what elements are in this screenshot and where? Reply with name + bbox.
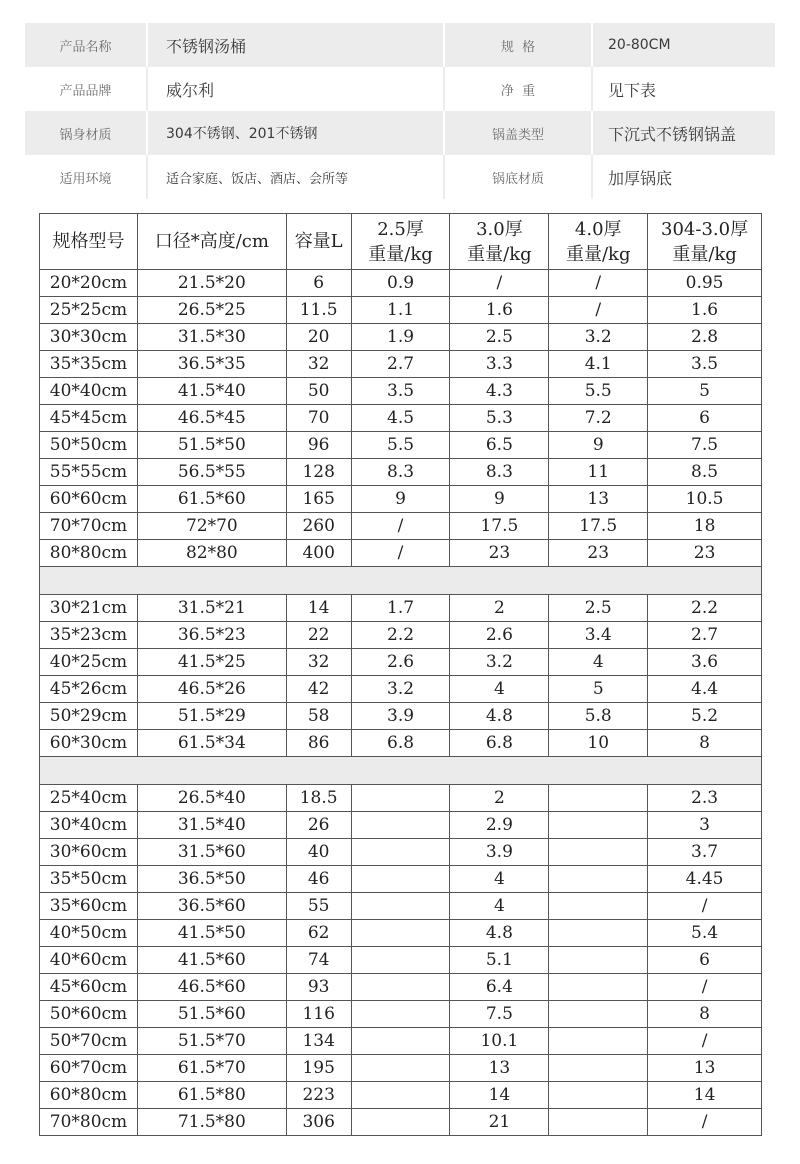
table-cell: 6 (286, 270, 351, 297)
table-row (40, 540, 762, 567)
table-cell (351, 1109, 450, 1136)
table-row (40, 432, 762, 459)
table-row (40, 1109, 762, 1136)
table-cell (351, 920, 450, 947)
info-label-text: 规 格 (500, 39, 536, 55)
table-cell: 1.1 (351, 297, 450, 324)
table-cell: 4.45 (648, 866, 762, 893)
table-cell (351, 812, 450, 839)
table-cell (351, 1055, 450, 1082)
group-separator (40, 757, 762, 785)
table-cell: 26 (286, 812, 351, 839)
info-label-text: 产品品牌 (59, 83, 112, 99)
header-weight-4-0 (549, 214, 648, 270)
table-cell (549, 866, 648, 893)
table-cell: 22 (286, 622, 351, 649)
header-model: 规格型号 (40, 214, 138, 270)
table-cell: 46 (286, 866, 351, 893)
table-row (40, 297, 762, 324)
table-cell (549, 947, 648, 974)
table-cell: 55 (286, 893, 351, 920)
table-cell: 5.3 (450, 405, 549, 432)
table-cell: 51.5*60 (137, 1001, 286, 1028)
table-cell (549, 893, 648, 920)
table-cell: 13 (549, 486, 648, 513)
table-cell: 2.6 (351, 649, 450, 676)
table-row (40, 812, 762, 839)
table-cell: / (549, 297, 648, 324)
table-cell: / (450, 270, 549, 297)
info-value (146, 155, 443, 199)
table-cell: 3.4 (549, 622, 648, 649)
table-cell: 46.5*26 (137, 676, 286, 703)
table-cell (351, 1001, 450, 1028)
table-cell: 41.5*40 (137, 378, 286, 405)
info-label-text: 适用环境 (59, 171, 112, 187)
table-cell: 2 (450, 785, 549, 812)
table-cell: 8.5 (648, 459, 762, 486)
table-cell: 72*70 (137, 513, 286, 540)
table-cell: 51.5*29 (137, 703, 286, 730)
table-cell: 9 (450, 486, 549, 513)
table-cell: 26.5*40 (137, 785, 286, 812)
table-cell: 6 (648, 947, 762, 974)
group-separator-row (40, 567, 762, 595)
table-cell: 6.4 (450, 974, 549, 1001)
table-cell: 35*60cm (40, 893, 138, 920)
table-cell: 2.5 (549, 595, 648, 622)
table-cell: 56.5*55 (137, 459, 286, 486)
table-cell: 4.3 (450, 378, 549, 405)
table-cell: 61.5*60 (137, 486, 286, 513)
info-value (146, 111, 443, 155)
table-cell: 3.2 (351, 676, 450, 703)
table-cell: 21 (450, 1109, 549, 1136)
table-cell: 2.2 (648, 595, 762, 622)
table-cell: 10.5 (648, 486, 762, 513)
table-cell: 17.5 (549, 513, 648, 540)
info-row (25, 155, 775, 199)
table-cell: 51.5*70 (137, 1028, 286, 1055)
table-cell: 6.5 (450, 432, 549, 459)
table-cell: 7.2 (549, 405, 648, 432)
table-cell: 3.5 (648, 351, 762, 378)
header-weight-304 (648, 214, 762, 270)
table-row (40, 866, 762, 893)
table-cell: 18 (648, 513, 762, 540)
table-cell: / (351, 513, 450, 540)
table-cell (351, 893, 450, 920)
table-cell: 7.5 (648, 432, 762, 459)
table-row (40, 595, 762, 622)
table-cell: 42 (286, 676, 351, 703)
table-cell: 40*60cm (40, 947, 138, 974)
table-cell: 7.5 (450, 1001, 549, 1028)
table-cell: / (648, 893, 762, 920)
table-cell: 23 (549, 540, 648, 567)
info-label (443, 23, 591, 67)
table-cell: 60*60cm (40, 486, 138, 513)
table-cell: 50*60cm (40, 1001, 138, 1028)
table-cell: 4.1 (549, 351, 648, 378)
table-cell: 3.7 (648, 839, 762, 866)
table-cell: 17.5 (450, 513, 549, 540)
table-cell: 5.5 (351, 432, 450, 459)
table-cell: 8.3 (351, 459, 450, 486)
table-cell: 58 (286, 703, 351, 730)
table-cell (549, 1082, 648, 1109)
table-cell: 50 (286, 378, 351, 405)
spec-table-body (40, 270, 762, 1136)
table-cell (549, 785, 648, 812)
table-cell: 40 (286, 839, 351, 866)
table-cell: 2.7 (351, 351, 450, 378)
table-cell: 5.1 (450, 947, 549, 974)
table-cell: 74 (286, 947, 351, 974)
table-cell: 2.9 (450, 812, 549, 839)
table-cell: 46.5*45 (137, 405, 286, 432)
table-cell: 9 (351, 486, 450, 513)
table-cell: 11.5 (286, 297, 351, 324)
table-cell: 25*40cm (40, 785, 138, 812)
table-cell: 4.8 (450, 703, 549, 730)
table-cell: 36.5*35 (137, 351, 286, 378)
table-cell: 31.5*21 (137, 595, 286, 622)
table-row (40, 270, 762, 297)
table-cell: 1.6 (648, 297, 762, 324)
info-label (25, 111, 146, 155)
table-cell: 14 (286, 595, 351, 622)
table-cell: 2.5 (450, 324, 549, 351)
table-cell: 45*26cm (40, 676, 138, 703)
info-label (443, 67, 591, 111)
info-label-text: 锅底材质 (491, 171, 544, 187)
table-cell: 35*23cm (40, 622, 138, 649)
table-cell (549, 839, 648, 866)
table-cell: 70*80cm (40, 1109, 138, 1136)
table-cell: 50*50cm (40, 432, 138, 459)
table-cell: 2.6 (450, 622, 549, 649)
info-label (443, 155, 591, 199)
table-cell: 50*70cm (40, 1028, 138, 1055)
table-cell: 3.3 (450, 351, 549, 378)
table-cell: 35*35cm (40, 351, 138, 378)
table-cell: 82*80 (137, 540, 286, 567)
table-row (40, 1028, 762, 1055)
table-cell: 8 (648, 730, 762, 757)
table-cell: 50*29cm (40, 703, 138, 730)
header-capacity: 容量L (286, 214, 351, 270)
table-cell: 0.95 (648, 270, 762, 297)
table-cell: 32 (286, 351, 351, 378)
info-value (146, 23, 443, 67)
table-cell: 8.3 (450, 459, 549, 486)
table-cell: 4 (450, 866, 549, 893)
table-cell: 46.5*60 (137, 974, 286, 1001)
table-cell: 5.5 (549, 378, 648, 405)
header-line: 3.0厚 (476, 218, 523, 240)
table-cell: 5.2 (648, 703, 762, 730)
info-value-text: 304不锈钢、201不锈钢 (166, 126, 318, 142)
table-cell: 40*50cm (40, 920, 138, 947)
table-cell: 51.5*50 (137, 432, 286, 459)
info-label (25, 23, 146, 67)
table-cell: 36.5*50 (137, 866, 286, 893)
table-row (40, 920, 762, 947)
table-cell: 14 (450, 1082, 549, 1109)
table-cell: 41.5*50 (137, 920, 286, 947)
table-cell: 60*70cm (40, 1055, 138, 1082)
table-cell (351, 785, 450, 812)
table-cell: 26.5*25 (137, 297, 286, 324)
table-row (40, 839, 762, 866)
table-cell: 6.8 (351, 730, 450, 757)
table-row (40, 459, 762, 486)
header-line: 304-3.0厚 (661, 218, 749, 240)
table-cell: 32 (286, 649, 351, 676)
table-row (40, 351, 762, 378)
info-value-text: 20-80CM (608, 37, 671, 53)
table-row (40, 703, 762, 730)
table-cell: 9 (549, 432, 648, 459)
header-line: 重量/kg (368, 243, 433, 265)
table-cell: 6 (648, 405, 762, 432)
table-cell: 4.8 (450, 920, 549, 947)
table-header-row (40, 214, 762, 270)
table-row (40, 676, 762, 703)
table-cell: 31.5*60 (137, 839, 286, 866)
table-cell: / (549, 270, 648, 297)
table-cell: 165 (286, 486, 351, 513)
table-cell: 5.4 (648, 920, 762, 947)
table-cell: 40*40cm (40, 378, 138, 405)
table-cell (549, 1028, 648, 1055)
table-row (40, 622, 762, 649)
table-row (40, 378, 762, 405)
table-cell: 93 (286, 974, 351, 1001)
table-row (40, 730, 762, 757)
info-label (443, 111, 591, 155)
header-size: 口径*高度/cm (137, 214, 286, 270)
table-cell: 306 (286, 1109, 351, 1136)
table-cell: 260 (286, 513, 351, 540)
table-cell (549, 974, 648, 1001)
header-line: 2.5厚 (377, 218, 424, 240)
table-cell: 11 (549, 459, 648, 486)
info-value-text: 加厚锅底 (608, 168, 673, 188)
table-row (40, 649, 762, 676)
table-cell: 3.5 (351, 378, 450, 405)
table-cell (351, 1028, 450, 1055)
table-cell: 116 (286, 1001, 351, 1028)
table-cell: / (648, 974, 762, 1001)
table-row (40, 405, 762, 432)
info-value-text: 见下表 (608, 80, 657, 100)
table-row (40, 974, 762, 1001)
table-row (40, 893, 762, 920)
table-cell: 62 (286, 920, 351, 947)
table-cell: 45*45cm (40, 405, 138, 432)
table-cell: 96 (286, 432, 351, 459)
spec-table (39, 213, 762, 1136)
table-cell: 35*50cm (40, 866, 138, 893)
table-cell (351, 974, 450, 1001)
table-cell: 41.5*60 (137, 947, 286, 974)
table-cell: 3.2 (450, 649, 549, 676)
table-cell: 2.3 (648, 785, 762, 812)
table-cell: 10 (549, 730, 648, 757)
table-cell (549, 1055, 648, 1082)
header-line: 重量/kg (565, 243, 631, 265)
table-cell: 20 (286, 324, 351, 351)
info-row (25, 67, 775, 111)
table-row (40, 1082, 762, 1109)
info-row (25, 23, 775, 67)
table-cell: 25*25cm (40, 297, 138, 324)
table-cell: 41.5*25 (137, 649, 286, 676)
info-label-text: 净 重 (500, 83, 536, 99)
header-weight-2-5 (351, 214, 450, 270)
table-cell: 31.5*30 (137, 324, 286, 351)
table-row (40, 513, 762, 540)
table-cell: 8 (648, 1001, 762, 1028)
info-value (591, 155, 775, 199)
table-cell: 61.5*34 (137, 730, 286, 757)
table-cell: 3.6 (648, 649, 762, 676)
info-value-text: 不锈钢汤桶 (166, 36, 247, 56)
table-row (40, 785, 762, 812)
table-cell: 20*20cm (40, 270, 138, 297)
table-row (40, 1001, 762, 1028)
table-cell (549, 1109, 648, 1136)
table-cell (549, 1001, 648, 1028)
table-cell: 1.6 (450, 297, 549, 324)
table-row (40, 1055, 762, 1082)
table-cell: 2.2 (351, 622, 450, 649)
table-cell: 4.4 (648, 676, 762, 703)
info-value (591, 67, 775, 111)
table-cell: 1.9 (351, 324, 450, 351)
table-cell: 30*30cm (40, 324, 138, 351)
info-value (146, 67, 443, 111)
table-cell (351, 947, 450, 974)
table-cell: 4 (450, 676, 549, 703)
table-cell: 45*60cm (40, 974, 138, 1001)
info-row (25, 111, 775, 155)
table-cell (351, 866, 450, 893)
table-cell: 400 (286, 540, 351, 567)
header-weight-3-0 (450, 214, 549, 270)
table-cell: 18.5 (286, 785, 351, 812)
table-cell: 195 (286, 1055, 351, 1082)
table-cell: 4 (450, 893, 549, 920)
table-cell: 2.8 (648, 324, 762, 351)
table-cell: 61.5*80 (137, 1082, 286, 1109)
header-line: 重量/kg (672, 243, 737, 265)
table-cell: / (648, 1109, 762, 1136)
table-cell: 2 (450, 595, 549, 622)
table-cell: 23 (648, 540, 762, 567)
table-cell: 21.5*20 (137, 270, 286, 297)
table-cell: 1.7 (351, 595, 450, 622)
info-value-text: 适合家庭、饭店、酒店、会所等 (166, 171, 349, 187)
table-cell (351, 1082, 450, 1109)
product-info-panel (25, 23, 775, 199)
table-cell: 60*80cm (40, 1082, 138, 1109)
table-cell: 30*40cm (40, 812, 138, 839)
table-cell: 3 (648, 812, 762, 839)
table-cell: 30*21cm (40, 595, 138, 622)
table-cell (549, 920, 648, 947)
table-cell: 3.9 (351, 703, 450, 730)
table-cell: 86 (286, 730, 351, 757)
table-cell: 31.5*40 (137, 812, 286, 839)
table-cell: 71.5*80 (137, 1109, 286, 1136)
table-cell: 60*30cm (40, 730, 138, 757)
table-cell: 36.5*60 (137, 893, 286, 920)
table-cell: 128 (286, 459, 351, 486)
table-cell: 3.9 (450, 839, 549, 866)
table-cell: 5 (549, 676, 648, 703)
table-cell: 36.5*23 (137, 622, 286, 649)
table-cell: 61.5*70 (137, 1055, 286, 1082)
group-separator-row (40, 757, 762, 785)
info-value-text: 下沉式不锈钢锅盖 (608, 124, 737, 144)
table-cell: 14 (648, 1082, 762, 1109)
table-cell: 10.1 (450, 1028, 549, 1055)
table-cell: / (351, 540, 450, 567)
table-cell: 23 (450, 540, 549, 567)
table-cell: 4 (549, 649, 648, 676)
table-cell: 2.7 (648, 622, 762, 649)
table-cell: 6.8 (450, 730, 549, 757)
table-cell: 13 (450, 1055, 549, 1082)
info-value (591, 23, 775, 67)
table-cell: 5.8 (549, 703, 648, 730)
table-cell: 134 (286, 1028, 351, 1055)
table-cell: 55*55cm (40, 459, 138, 486)
table-cell: 223 (286, 1082, 351, 1109)
info-value (591, 111, 775, 155)
header-line: 重量/kg (467, 243, 532, 265)
table-cell: 30*60cm (40, 839, 138, 866)
table-cell: 70*70cm (40, 513, 138, 540)
table-cell: 13 (648, 1055, 762, 1082)
table-cell: 4.5 (351, 405, 450, 432)
info-value-text: 威尔利 (166, 80, 215, 100)
header-line: 4.0厚 (574, 218, 622, 240)
table-cell: 3.2 (549, 324, 648, 351)
table-cell: 40*25cm (40, 649, 138, 676)
table-cell: / (648, 1028, 762, 1055)
info-label (25, 155, 146, 199)
table-row (40, 947, 762, 974)
info-label-text: 产品名称 (59, 39, 112, 55)
table-row (40, 324, 762, 351)
table-cell: 5 (648, 378, 762, 405)
table-cell: 80*80cm (40, 540, 138, 567)
info-label-text: 锅身材质 (59, 127, 112, 143)
table-row (40, 486, 762, 513)
info-label (25, 67, 146, 111)
table-cell (351, 839, 450, 866)
table-cell: 0.9 (351, 270, 450, 297)
info-label-text: 锅盖类型 (491, 127, 544, 143)
table-cell (549, 812, 648, 839)
table-cell: 70 (286, 405, 351, 432)
group-separator (40, 567, 762, 595)
